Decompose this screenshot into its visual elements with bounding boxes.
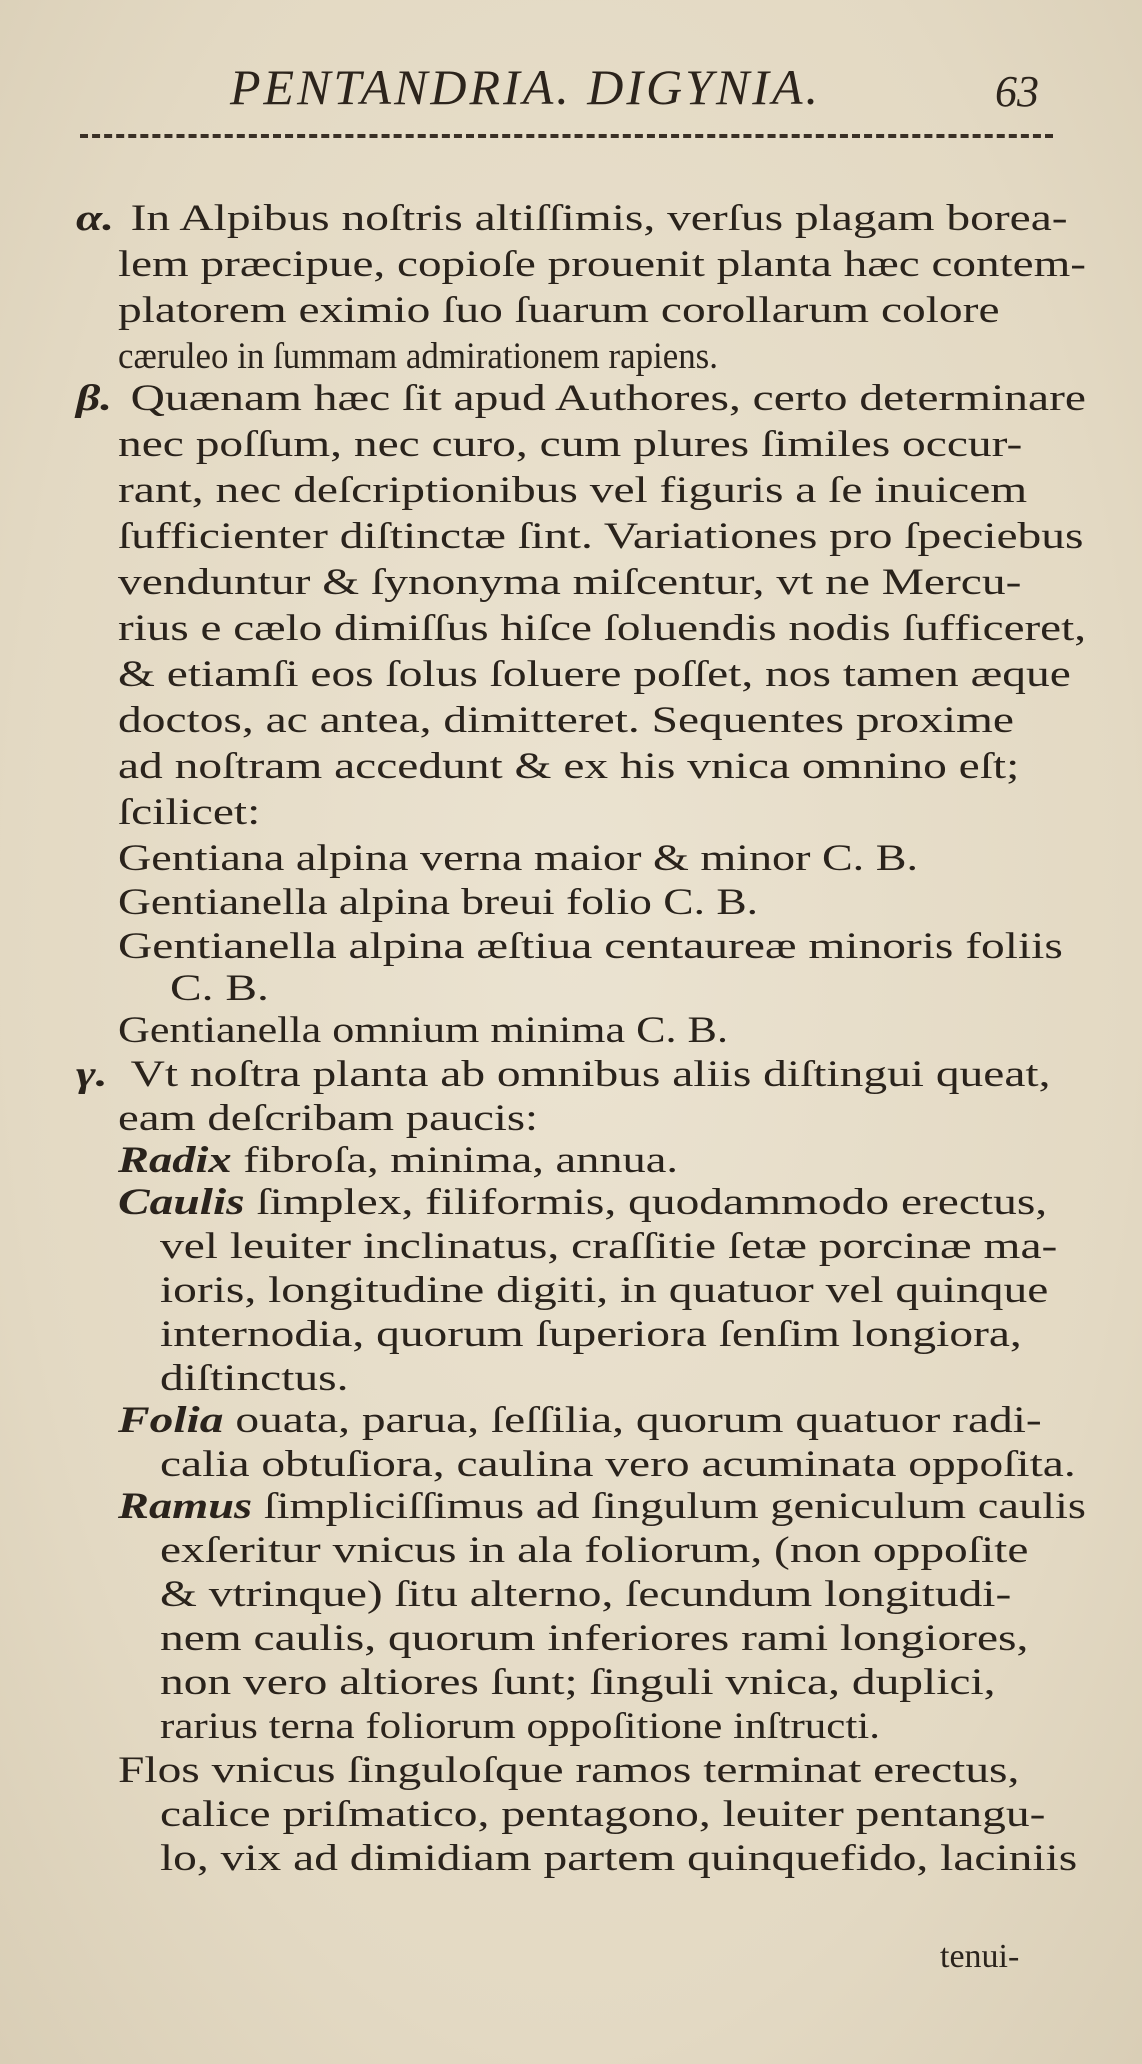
line-text: nec poſſum, nec curo, cum plures ſimiles occur- <box>118 423 1023 464</box>
text-line <box>118 1096 538 1140</box>
text-line <box>76 376 1086 420</box>
text-line <box>160 1572 1011 1616</box>
line-text: Gentianella omnium minima C. B. <box>118 1009 728 1050</box>
text-line <box>160 1528 1028 1572</box>
text-line <box>118 468 1027 512</box>
term-lead: Radix <box>118 1139 232 1180</box>
text-line <box>118 1748 1019 1792</box>
line-text: calia obtuſiora, caulina vero acuminata oppoſita. <box>160 1443 1076 1484</box>
line-text: non vero altiores ſunt; ſinguli vnica, duplici, <box>160 1661 996 1702</box>
term-lead: Caulis <box>118 1181 245 1222</box>
line-text: calice priſmatico, pentagono, leuiter pentangu- <box>160 1793 1046 1834</box>
line-text: diſtinctus. <box>160 1357 349 1398</box>
line-text: ad noſtram accedunt & ex his vnica omnino eſt; <box>118 745 1020 786</box>
line-text: Flos vnicus ſinguloſque ramos terminat erectus, <box>118 1749 1020 1790</box>
text-line <box>118 606 1086 650</box>
line-text: ouata, parua, ſeſſilia, quorum quatuor radi- <box>223 1399 1042 1440</box>
line-text: vel leuiter inclinatus, craſſitie ſetæ porcinæ ma- <box>160 1225 1058 1266</box>
text-line <box>118 560 1021 604</box>
line-text: platorem eximio ſuo ſuarum corollarum colore <box>118 289 1000 330</box>
line-text: Gentiana alpina verna maior & minor C. B. <box>118 837 918 878</box>
line-text: Quænam hæc ſit apud Authores, certo determinare <box>130 377 1086 418</box>
text-line <box>160 1792 1045 1836</box>
line-text: Vt noſtra planta ab omnibus aliis diſtingui queat, <box>130 1053 1051 1094</box>
text-line <box>118 652 1071 696</box>
text-line <box>118 1180 1047 1224</box>
text-line <box>76 196 1068 240</box>
line-text: doctos, ac antea, dimitteret. Sequentes proxime <box>118 699 1015 740</box>
text-line <box>118 744 1019 788</box>
text-line <box>118 880 758 924</box>
line-text: rarius terna foliorum oppoſitione inſtructi. <box>160 1705 880 1746</box>
text-line <box>160 1836 1077 1880</box>
text-line <box>160 1660 996 1704</box>
paragraph-marker: β. <box>76 377 113 418</box>
catchword: tenui- <box>940 1938 1020 1975</box>
text-line <box>160 1312 1022 1356</box>
line-text: ſcilicet: <box>118 791 261 832</box>
line-text: exſeritur vnicus in ala foliorum, (non oppoſite <box>160 1529 1029 1570</box>
text-line <box>118 422 1022 466</box>
text-line <box>160 1224 1057 1268</box>
text-line <box>160 1356 348 1400</box>
line-text: C. B. <box>170 967 269 1008</box>
line-text: cæruleo in ſummam admirationem rapiens. <box>118 335 718 376</box>
line-text: ioris, longitudine digiti, in quatuor vel quinque <box>160 1269 1049 1310</box>
text-line <box>160 1704 880 1748</box>
line-text: In Alpibus noſtris altiſſimis, verſus plagam borea- <box>130 197 1068 238</box>
text-line <box>118 242 1086 286</box>
line-text: rant, nec deſcriptionibus vel figuris a ſe inuicem <box>118 469 1028 510</box>
running-header-title: PENTANDRIA. DIGYNIA. <box>230 59 821 115</box>
text-line <box>118 924 1063 968</box>
text-line <box>160 1268 1048 1312</box>
term-lead: Folia <box>118 1399 224 1440</box>
text-line <box>118 1484 1086 1528</box>
line-text: lo, vix ad dimidiam partem quinquefido, laciniis <box>160 1837 1078 1878</box>
text-line <box>118 698 1014 742</box>
line-text: fibroſa, minima, annua. <box>231 1139 678 1180</box>
line-text: ſimplex, filiformis, quodammodo erectus, <box>244 1181 1048 1222</box>
line-text: venduntur & ſynonyma miſcentur, vt ne Mercu- <box>118 561 1022 602</box>
line-text: lem præcipue, copioſe prouenit planta hæc contem- <box>118 243 1086 284</box>
text-line <box>160 1616 1028 1660</box>
text-line <box>118 836 918 880</box>
text-line <box>118 1008 728 1052</box>
paragraph-marker: α. <box>76 197 115 238</box>
line-text: ſufficienter diſtinctæ ſint. Variationes pro ſpeciebus <box>118 515 1084 556</box>
text-line <box>118 1398 1042 1442</box>
line-text: & etiamſi eos ſolus ſoluere poſſet, nos tamen æque <box>118 653 1071 694</box>
header-rule <box>80 134 1053 138</box>
line-text: nem caulis, quorum inferiores rami longiores, <box>160 1617 1029 1658</box>
text-line <box>170 966 269 1010</box>
line-text: ſimpliciſſimus ad ſingulum geniculum caulis <box>252 1485 1086 1526</box>
line-text: & vtrinque) ſitu alterno, ſecundum longitudi- <box>160 1573 1012 1614</box>
text-line <box>160 1442 1076 1486</box>
line-text: Gentianella alpina æſtiua centaureæ minoris foliis <box>118 925 1063 966</box>
text-line <box>118 334 718 378</box>
line-text: rius e cælo dimiſſus hiſce ſoluendis nodis ſufficeret, <box>118 607 1086 648</box>
text-line <box>76 1052 1050 1096</box>
line-text: internodia, quorum ſuperiora ſenſim longiora, <box>160 1313 1022 1354</box>
paragraph-marker: γ. <box>76 1053 108 1094</box>
line-text: eam deſcribam paucis: <box>118 1097 538 1138</box>
text-line <box>118 288 1000 332</box>
text-line <box>118 790 260 834</box>
text-line <box>118 514 1083 558</box>
term-lead: Ramus <box>118 1485 253 1526</box>
line-text: Gentianella alpina breui folio C. B. <box>118 881 758 922</box>
page-number: 63 <box>995 67 1039 116</box>
text-line <box>118 1138 678 1182</box>
